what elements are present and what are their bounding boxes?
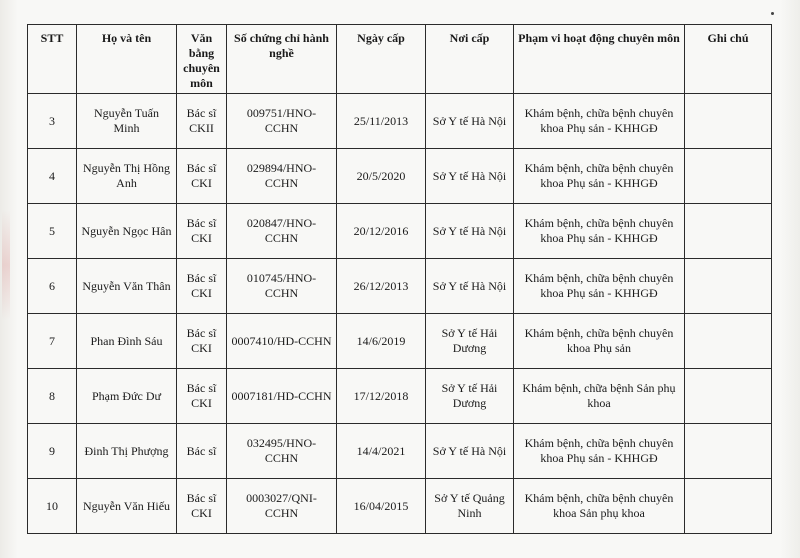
cell-scope: Khám bệnh, chữa bệnh chuyên khoa Phụ sản xyxy=(514,314,685,369)
header-scope: Phạm vi hoạt động chuyên môn xyxy=(514,25,685,94)
cell-place: Sở Y tế Hà Nội xyxy=(426,259,514,314)
cell-degree: Bác sĩ CKI xyxy=(177,204,227,259)
cell-cert: 020847/HNO-CCHN xyxy=(227,204,337,259)
cell-name: Nguyễn Văn Hiếu xyxy=(77,479,177,534)
cell-place: Sở Y tế Hà Nội xyxy=(426,204,514,259)
cell-stt: 10 xyxy=(28,479,77,534)
cell-stt: 7 xyxy=(28,314,77,369)
cell-name: Phạm Đức Dư xyxy=(77,369,177,424)
cell-place: Sở Y tế Hà Nội xyxy=(426,149,514,204)
cell-degree: Bác sĩ CKI xyxy=(177,149,227,204)
cell-note xyxy=(685,94,772,149)
cell-place: Sở Y tế Hải Dương xyxy=(426,314,514,369)
cell-cert: 0007410/HD-CCHN xyxy=(227,314,337,369)
corner-dot xyxy=(771,12,774,15)
cell-name: Đinh Thị Phượng xyxy=(77,424,177,479)
cell-date: 16/04/2015 xyxy=(337,479,426,534)
cell-stt: 6 xyxy=(28,259,77,314)
table-row xyxy=(28,479,772,534)
table-row xyxy=(28,94,772,149)
cell-name: Nguyễn Tuấn Minh xyxy=(77,94,177,149)
cell-cert: 032495/HNO-CCHN xyxy=(227,424,337,479)
cell-date: 25/11/2013 xyxy=(337,94,426,149)
cell-cert: 0007181/HD-CCHN xyxy=(227,369,337,424)
cell-name: Nguyễn Ngọc Hân xyxy=(77,204,177,259)
cell-cert: 009751/HNO-CCHN xyxy=(227,94,337,149)
cell-scope: Khám bệnh, chữa bệnh chuyên khoa Sản phụ khoa xyxy=(514,479,685,534)
header-date: Ngày cấp xyxy=(337,25,426,94)
cell-place: Sở Y tế Hải Dương xyxy=(426,369,514,424)
table-row xyxy=(28,259,772,314)
cell-place: Sở Y tế Hà Nội xyxy=(426,424,514,479)
cell-name: Nguyễn Thị Hồng Anh xyxy=(77,149,177,204)
cell-degree: Bác sĩ xyxy=(177,424,227,479)
table-row xyxy=(28,314,772,369)
cell-cert: 0003027/QNI-CCHN xyxy=(227,479,337,534)
header-note: Ghi chú xyxy=(685,25,772,94)
cell-scope: Khám bệnh, chữa bệnh chuyên khoa Phụ sản - KHHGĐ xyxy=(514,94,685,149)
header-place: Nơi cấp xyxy=(426,25,514,94)
table-row xyxy=(28,424,772,479)
cell-note xyxy=(685,314,772,369)
cell-scope: Khám bệnh, chữa bệnh chuyên khoa Phụ sản - KHHGĐ xyxy=(514,424,685,479)
cell-degree: Bác sĩ CKI xyxy=(177,314,227,369)
cell-degree: Bác sĩ CKI xyxy=(177,479,227,534)
header-degree: Văn bằng chuyên môn xyxy=(177,25,227,94)
header-cert: Số chứng chỉ hành nghề xyxy=(227,25,337,94)
cell-place: Sở Y tế Quảng Ninh xyxy=(426,479,514,534)
cell-degree: Bác sĩ CKI xyxy=(177,259,227,314)
header-name: Họ và tên xyxy=(77,25,177,94)
cell-scope: Khám bệnh, chữa bệnh chuyên khoa Phụ sản - KHHGĐ xyxy=(514,204,685,259)
header-stt: STT xyxy=(28,25,77,94)
cell-degree: Bác sĩ CKII xyxy=(177,94,227,149)
cell-date: 20/5/2020 xyxy=(337,149,426,204)
cell-stt: 8 xyxy=(28,369,77,424)
table-row xyxy=(28,369,772,424)
cell-date: 26/12/2013 xyxy=(337,259,426,314)
staff-table xyxy=(27,24,772,534)
cell-cert: 010745/HNO-CCHN xyxy=(227,259,337,314)
cell-cert: 029894/HNO-CCHN xyxy=(227,149,337,204)
cell-date: 20/12/2016 xyxy=(337,204,426,259)
margin-stamp-trace xyxy=(2,210,10,320)
cell-scope: Khám bệnh, chữa bệnh chuyên khoa Phụ sản - KHHGĐ xyxy=(514,259,685,314)
cell-place: Sở Y tế Hà Nội xyxy=(426,94,514,149)
cell-date: 17/12/2018 xyxy=(337,369,426,424)
cell-scope: Khám bệnh, chữa bệnh Sản phụ khoa xyxy=(514,369,685,424)
cell-note xyxy=(685,259,772,314)
cell-scope: Khám bệnh, chữa bệnh chuyên khoa Phụ sản - KHHGĐ xyxy=(514,149,685,204)
cell-degree: Bác sĩ CKI xyxy=(177,369,227,424)
cell-name: Phan Đình Sáu xyxy=(77,314,177,369)
cell-stt: 4 xyxy=(28,149,77,204)
cell-note xyxy=(685,149,772,204)
table-header-row xyxy=(28,25,772,94)
cell-note xyxy=(685,424,772,479)
cell-note xyxy=(685,204,772,259)
cell-stt: 3 xyxy=(28,94,77,149)
cell-note xyxy=(685,369,772,424)
cell-stt: 9 xyxy=(28,424,77,479)
cell-stt: 5 xyxy=(28,204,77,259)
cell-date: 14/6/2019 xyxy=(337,314,426,369)
table-row xyxy=(28,149,772,204)
cell-date: 14/4/2021 xyxy=(337,424,426,479)
cell-name: Nguyễn Văn Thân xyxy=(77,259,177,314)
cell-note xyxy=(685,479,772,534)
table-row xyxy=(28,204,772,259)
